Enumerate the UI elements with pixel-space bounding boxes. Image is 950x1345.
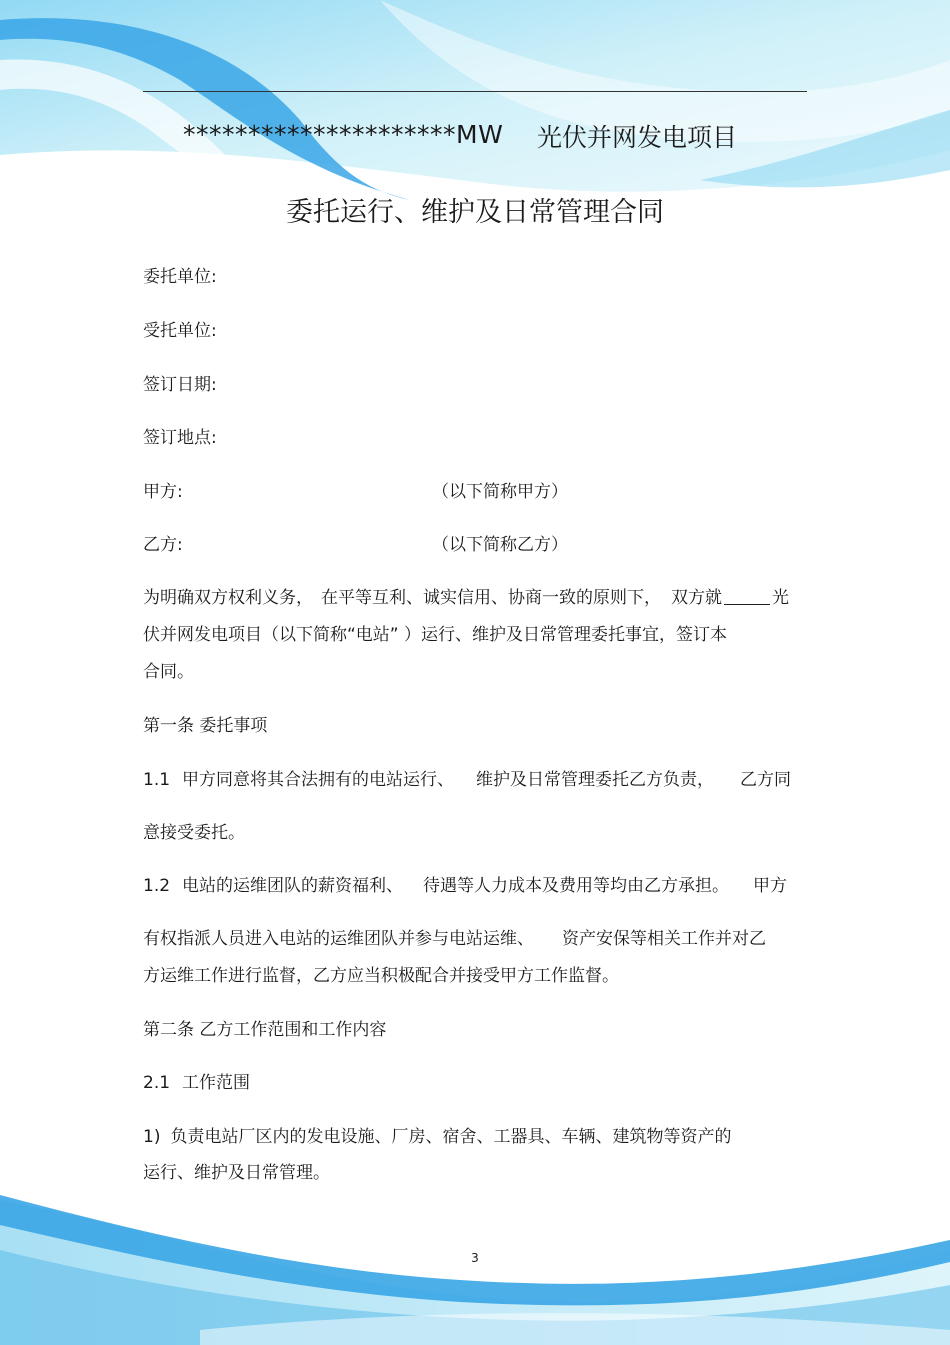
item-number: 1) (143, 1127, 161, 1147)
clause-number: 1.1 (143, 770, 171, 790)
sign-place-label: 签订地点: (143, 428, 217, 448)
party-a-label: 甲方: (143, 482, 183, 502)
header-rule (143, 91, 807, 92)
contractor-unit-label: 受托单位: (143, 321, 217, 341)
party-b-note: （以下简称乙方） (432, 535, 568, 555)
contract-title: 委托运行、维护及日常管理合同 (286, 197, 664, 228)
clause-text: 维护及日常管理委托乙方负责， (476, 770, 715, 790)
clause-text: 工作范围 (182, 1073, 251, 1093)
project-title (0, 118, 950, 154)
scope-item-1 (143, 1122, 731, 1147)
sign-date-label: 签订日期: (143, 375, 217, 395)
clause-2-1 (143, 1068, 250, 1093)
article-2-heading: 第二条 乙方工作范围和工作内容 (143, 1020, 387, 1040)
preamble-line-2: 伏并网发电项目（以下简称“电站” ）运行、维护及日常管理委托事宜，签订本 (143, 625, 728, 645)
clause-1-2 (143, 871, 787, 896)
project-capacity-placeholder: *********************MW (183, 120, 504, 149)
clause-1-1 (143, 765, 791, 790)
clause-1-2-line-2 (143, 924, 766, 949)
preamble-text: 为明确双方权利义务， (143, 588, 313, 608)
clause-1-2-line-3: 方运维工作进行监督，乙方应当积极配合并接受甲方工作监督。 (143, 966, 619, 986)
clause-text: 资产安保等相关工作并对乙 (562, 929, 766, 949)
project-blank (724, 587, 770, 605)
clause-text: 甲方 (753, 876, 788, 896)
party-a-note: （以下简称甲方） (432, 482, 568, 502)
clause-text: 待遇等人力成本及费用等均由乙方承担。 (423, 876, 730, 896)
preamble-line-3: 合同。 (143, 662, 194, 682)
party-b-label: 乙方: (143, 535, 183, 555)
clause-number: 1.2 (143, 876, 171, 896)
clause-text: 有权指派人员进入电站的运维团队并参与电站运维、 (143, 929, 534, 949)
client-unit-label: 委托单位: (143, 267, 217, 287)
clause-1-1-continued: 意接受委托。 (143, 823, 245, 843)
preamble-text: 在平等互利、诚实信用、协商一致的原则下， (321, 588, 661, 608)
preamble-line-1 (143, 583, 789, 608)
page-number: 3 (471, 1251, 479, 1265)
clause-text: 电站的运维团队的薪资福利、 (182, 876, 404, 896)
clause-number: 2.1 (143, 1073, 171, 1093)
clause-text: 乙方同 (740, 770, 792, 790)
scope-item-1-continued: 运行、维护及日常管理。 (143, 1163, 330, 1183)
item-text: 负责电站厂区内的发电设施、厂房、宿舍、工器具、车辆、建筑物等资产的 (170, 1127, 732, 1147)
preamble-text: 光 (772, 588, 789, 608)
clause-text: 甲方同意将其合法拥有的电站运行、 (182, 770, 455, 790)
preamble-text: 双方就 (671, 588, 722, 608)
project-name: 光伏并网发电项目 (537, 123, 738, 152)
article-1-heading: 第一条 委托事项 (143, 716, 268, 736)
